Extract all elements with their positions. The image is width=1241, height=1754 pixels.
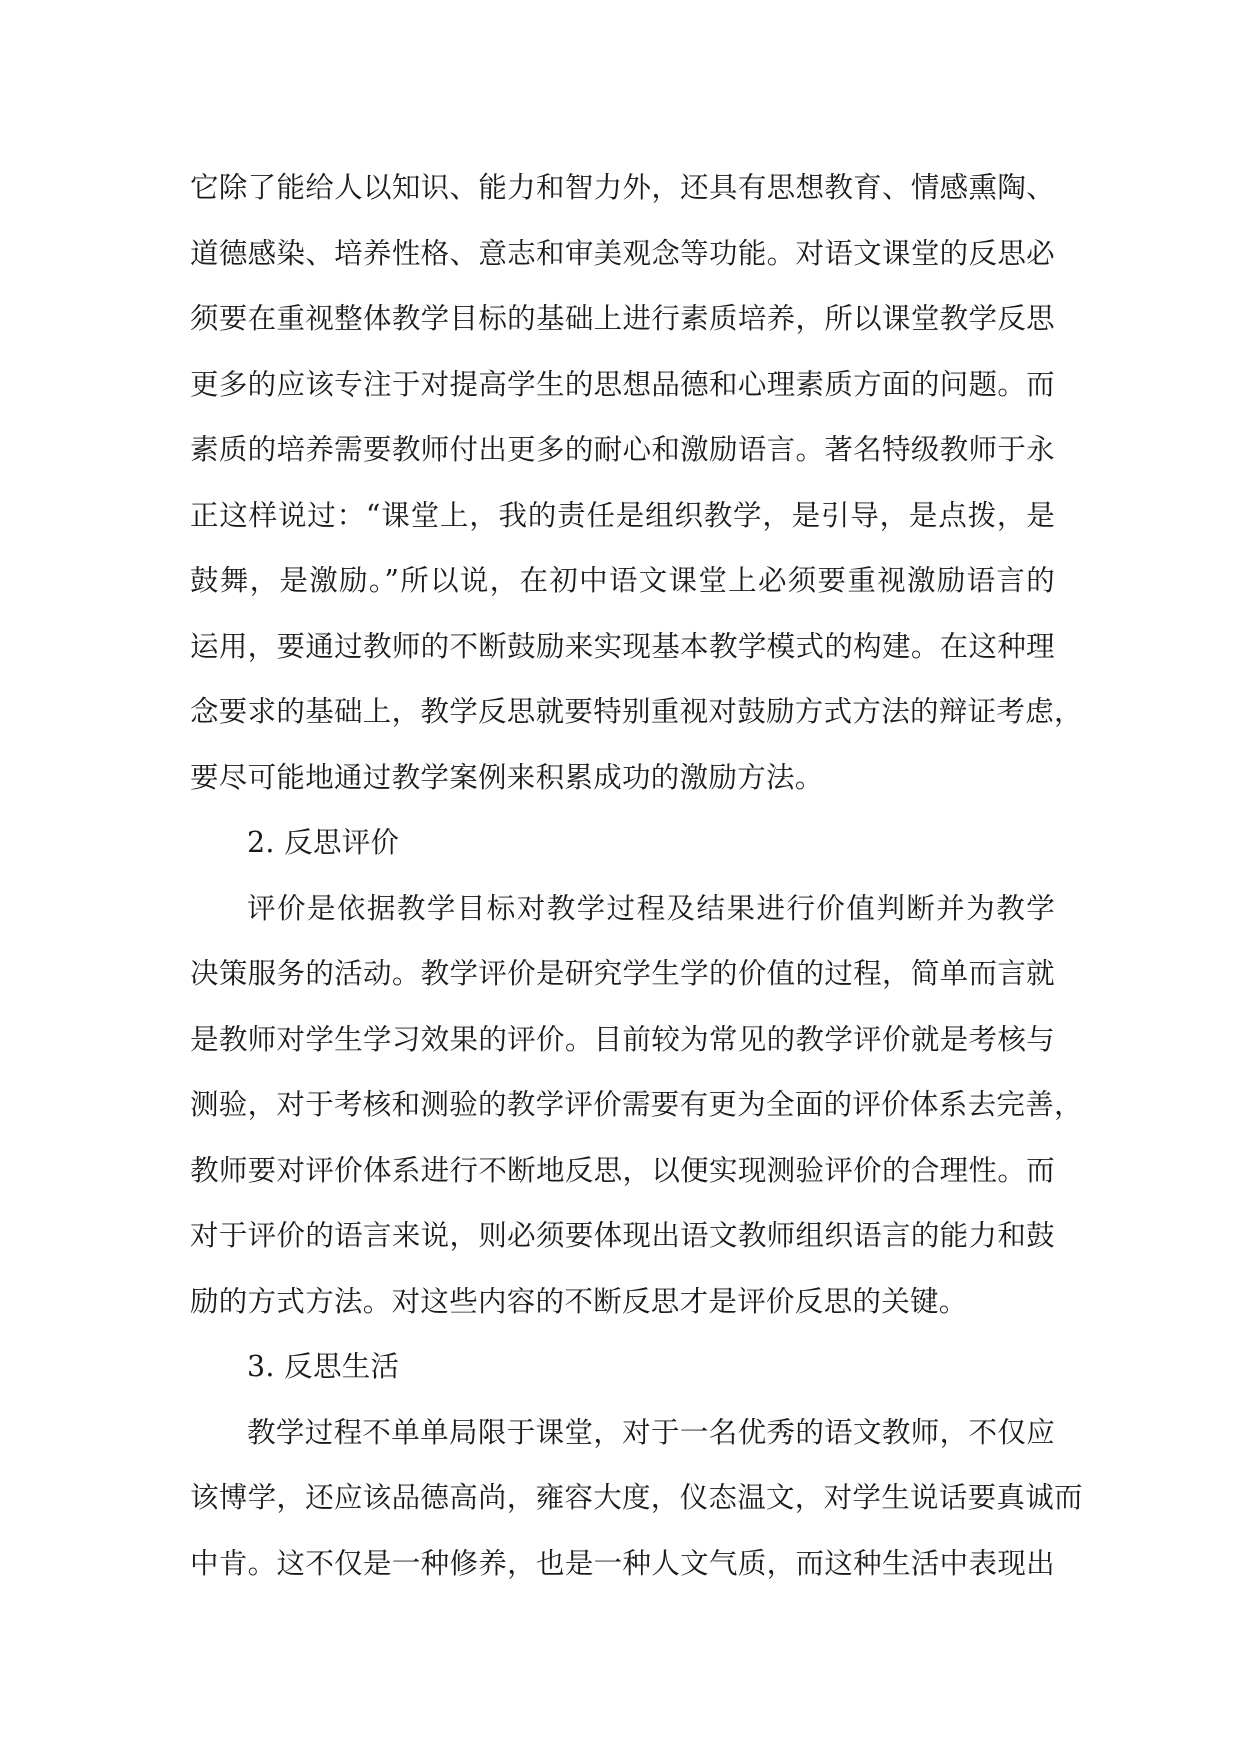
text-line: 励的方式方法。对这些内容的不断反思才是评价反思的关键。: [190, 1284, 968, 1318]
text-line: 该博学，还应该品德高尚，雍容大度，仪态温文，对学生说话要真诚而: [190, 1481, 1083, 1514]
text-line: 素质的培养需要教师付出更多的耐心和激励语言。著名特级教师于永: [190, 433, 1055, 466]
text-line: 鼓舞，是激励。”所以说，在初中语文课堂上必须要重视激励语言的: [190, 564, 1055, 597]
paragraph-continued: [190, 155, 1083, 810]
text-line: 中肯。这不仅是一种修养，也是一种人文气质，而这种生活中表现出: [190, 1546, 1055, 1580]
text-line: 是教师对学生学习效果的评价。目前较为常见的教学评价就是考核与: [190, 1022, 1055, 1056]
paragraph-life: [190, 1400, 1083, 1597]
text-line: 更多的应该专注于对提高学生的思想品德和心理素质方面的问题。而: [190, 367, 1055, 401]
section-heading-2: 2. 反思评价: [247, 826, 400, 859]
text-line: 教学过程不单单局限于课堂，对于一名优秀的语文教师，不仅应: [247, 1415, 1055, 1449]
text-line: 对于评价的语言来说，则必须要体现出语文教师组织语言的能力和鼓: [190, 1219, 1055, 1252]
text-line: 正这样说过：“课堂上，我的责任是组织教学，是引导，是点拨，是: [190, 498, 1055, 532]
text-line: 要尽可能地通过教学案例来积累成功的激励方法。: [190, 760, 824, 794]
text-line: 须要在重视整体教学目标的基础上进行素质培养，所以课堂教学反思: [190, 302, 1055, 335]
paragraph-evaluation: [190, 876, 1083, 1335]
text-line: 教师要对评价体系进行不断地反思，以便实现测验评价的合理性。而: [190, 1153, 1055, 1187]
text-line: 它除了能给人以知识、能力和智力外，还具有思想教育、情感熏陶、: [190, 171, 1055, 204]
text-line: 评价是依据教学目标对教学过程及结果进行价值判断并为教学: [247, 891, 1055, 925]
section-heading-3: 3. 反思生活: [247, 1350, 400, 1383]
document-page: [190, 155, 1083, 1596]
text-line: 决策服务的活动。教学评价是研究学生学的价值的过程，简单而言就: [190, 957, 1055, 990]
text-line: 道德感染、培养性格、意志和审美观念等功能。对语文课堂的反思必: [190, 236, 1055, 270]
text-line: 运用，要通过教师的不断鼓励来实现基本教学模式的构建。在这种理: [190, 629, 1055, 663]
text-line: 测验，对于考核和测验的教学评价需要有更为全面的评价体系去完善，: [190, 1088, 1083, 1121]
text-line: 念要求的基础上，教学反思就要特别重视对鼓励方式方法的辩证考虑，: [190, 695, 1083, 728]
